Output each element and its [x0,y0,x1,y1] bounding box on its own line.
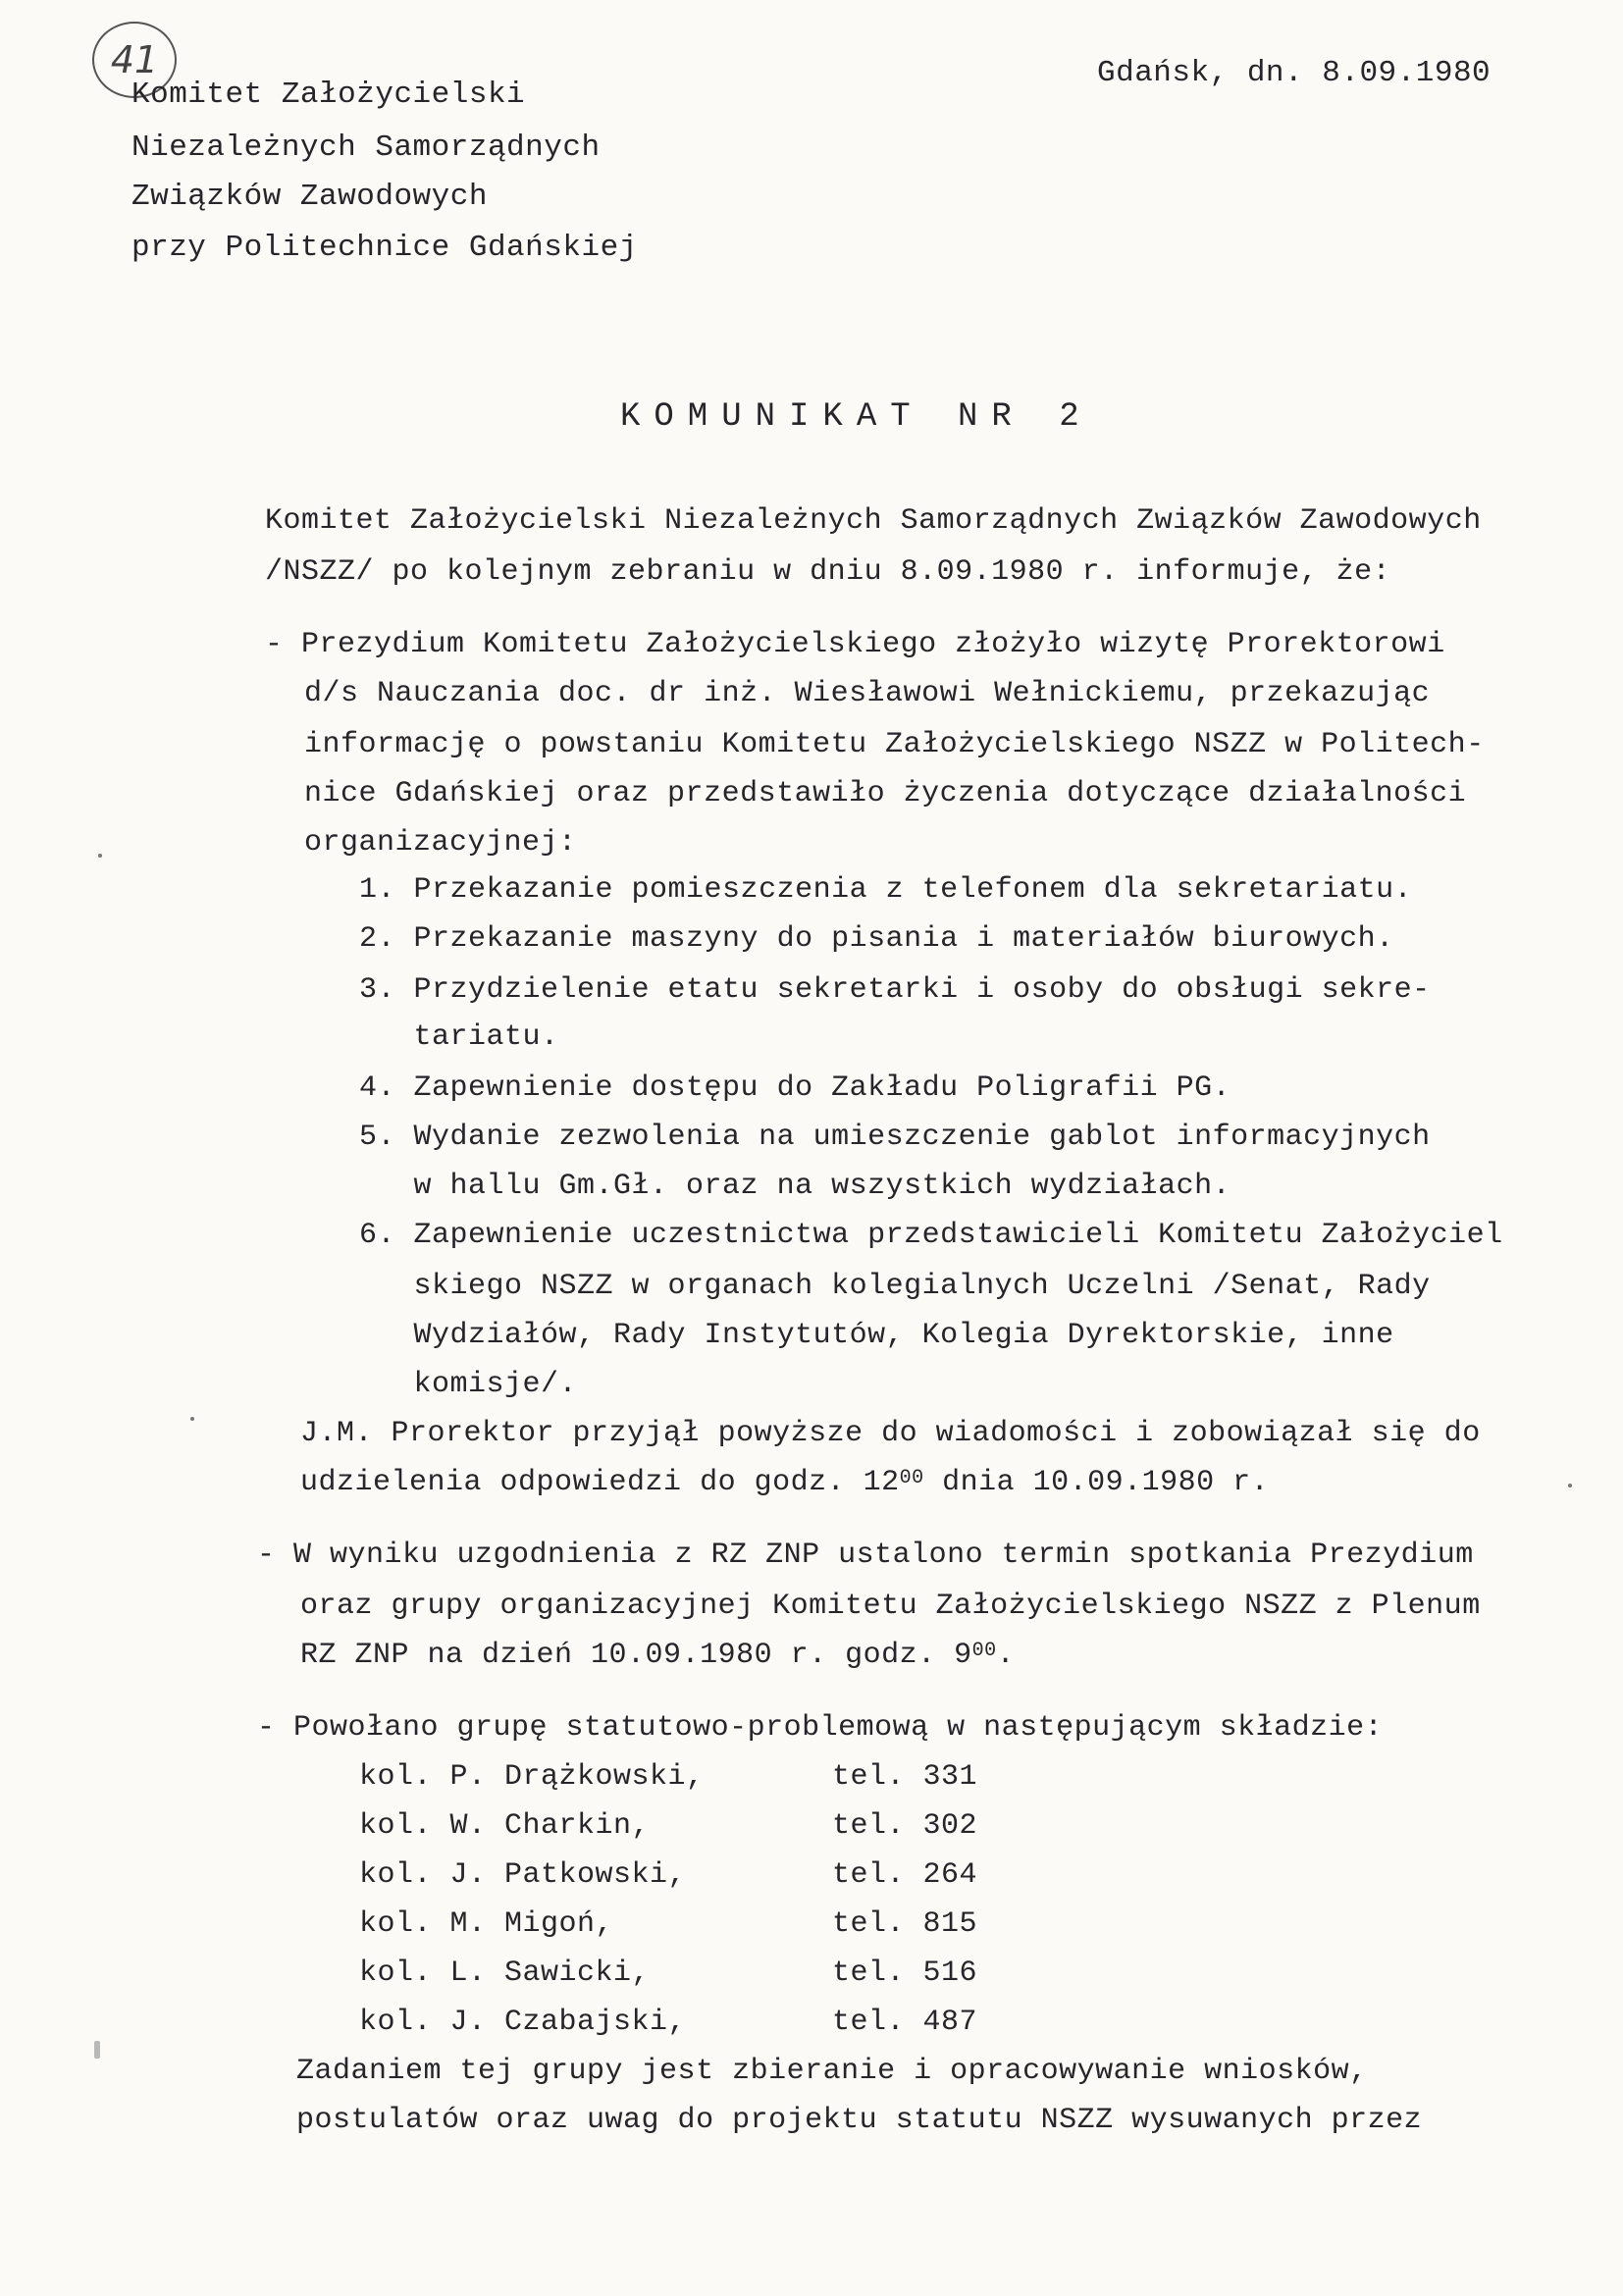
member-tel: tel. 302 [832,1809,978,1843]
member-tel: tel. 815 [832,1907,978,1941]
member-tel: tel. 331 [832,1760,978,1794]
list-item-continued: tariatu. [359,1020,559,1054]
section1-line: d/s Nauczania doc. dr inż. Wiesławowi Wełnickiemu, przekazując [304,677,1431,710]
section1-line: nice Gdańskiej oraz przedstawiło życzenia dotyczące działalności [304,777,1467,810]
scan-speck [190,1417,194,1421]
time-superscript: 00 [899,1467,924,1489]
sender-line: Związków Zawodowych [131,180,488,214]
member-tel: tel. 264 [832,1858,978,1892]
stamp-number: 41 [110,38,159,81]
section1-line: - Prezydium Komitetu Założycielskiego złożyło wizytę Prorektorowi [265,628,1445,661]
member-tel: tel. 487 [832,2006,978,2039]
member-name: kol. L. Sawicki, [359,1957,651,1990]
section2-line: oraz grupy organizacyjnej Komitetu Założycielskiego NSZZ z Plenum [300,1590,1481,1623]
list-item-continued: w hallu Gm.Gł. oraz na wszystkich wydziałach. [359,1170,1231,1203]
section1-line: informację o powstaniu Komitetu Założycielskiego NSZZ w Politech- [304,728,1485,761]
section1-line: organizacyjnej: [304,826,577,860]
section2-line: RZ ZNP na dzień 10.09.1980 r. godz. $9^{00}$. [300,1639,1016,1672]
scan-speck [1568,1484,1572,1487]
intro-line: /NSZZ/ po kolejnym zebraniu w dniu 8.09.1980 r. informuje, że: [265,555,1391,589]
scan-speck [94,2041,100,2059]
sender-line: przy Politechnice Gdańskiej [131,231,638,265]
list-item: 6. Zapewnienie uczestnictwa przedstawicieli Komitetu Założyciel [359,1219,1503,1252]
member-name: kol. J. Czabajski, [359,2006,687,2039]
list-item-continued: skiego NSZZ w organach kolegialnych Uczelni /Senat, Rady [359,1270,1431,1303]
sender-line: Komitet Założycielski [131,78,526,112]
time-superscript: 00 [971,1640,997,1662]
member-tel: tel. 516 [832,1957,978,1990]
place-date: Gdańsk, dn. 8.09.1980 [1097,56,1492,90]
section3-task-line: Zadaniem tej grupy jest zbieranie i opracowywanie wniosków, [296,2055,1368,2088]
intro-line: Komitet Założycielski Niezależnych Samorządnych Związków Zawodowych [265,504,1482,538]
section1-closing: J.M. Prorektor przyjął powyższe do wiadomości i zobowiązał się do [300,1417,1481,1450]
list-item: 4. Zapewnienie dostępu do Zakładu Poligrafii PG. [359,1071,1231,1105]
section3-heading: - Powołano grupę statutowo-problemową w następującym składzie: [257,1711,1384,1745]
member-name: kol. P. Drążkowski, [359,1760,705,1794]
list-item: 1. Przekazanie pomieszczenia z telefonem dla sekretariatu. [359,873,1413,907]
scan-speck [98,854,102,858]
member-name: kol. M. Migoń, [359,1907,614,1941]
list-item-continued: komisje/. [359,1368,578,1401]
member-name: kol. W. Charkin, [359,1809,651,1843]
list-item-continued: Wydziałów, Rady Instytutów, Kolegia Dyrektorskie, inne [359,1319,1394,1352]
list-item: 2. Przekazanie maszyny do pisania i materiałów biurowych. [359,922,1394,956]
sender-line: Niezależnych Samorządnych [131,130,601,165]
member-name: kol. J. Patkowski, [359,1858,687,1892]
section1-closing: udzielenia odpowiedzi do godz. $12^{00}$ dnia 10.09.1980 r. [300,1466,1270,1499]
list-item: 5. Wydanie zezwolenia na umieszczenie gablot informacyjnych [359,1121,1431,1154]
section3-task-line: postulatów oraz uwag do projektu statutu NSZZ wysuwanych przez [296,2104,1423,2137]
list-item: 3. Przydzielenie etatu sekretarki i osoby do obsługi sekre- [359,973,1431,1007]
document-title: KOMUNIKAT NR 2 [620,398,1093,436]
section2-line: - W wyniku uzgodnienia z RZ ZNP ustalono termin spotkania Prezydium [257,1539,1474,1572]
